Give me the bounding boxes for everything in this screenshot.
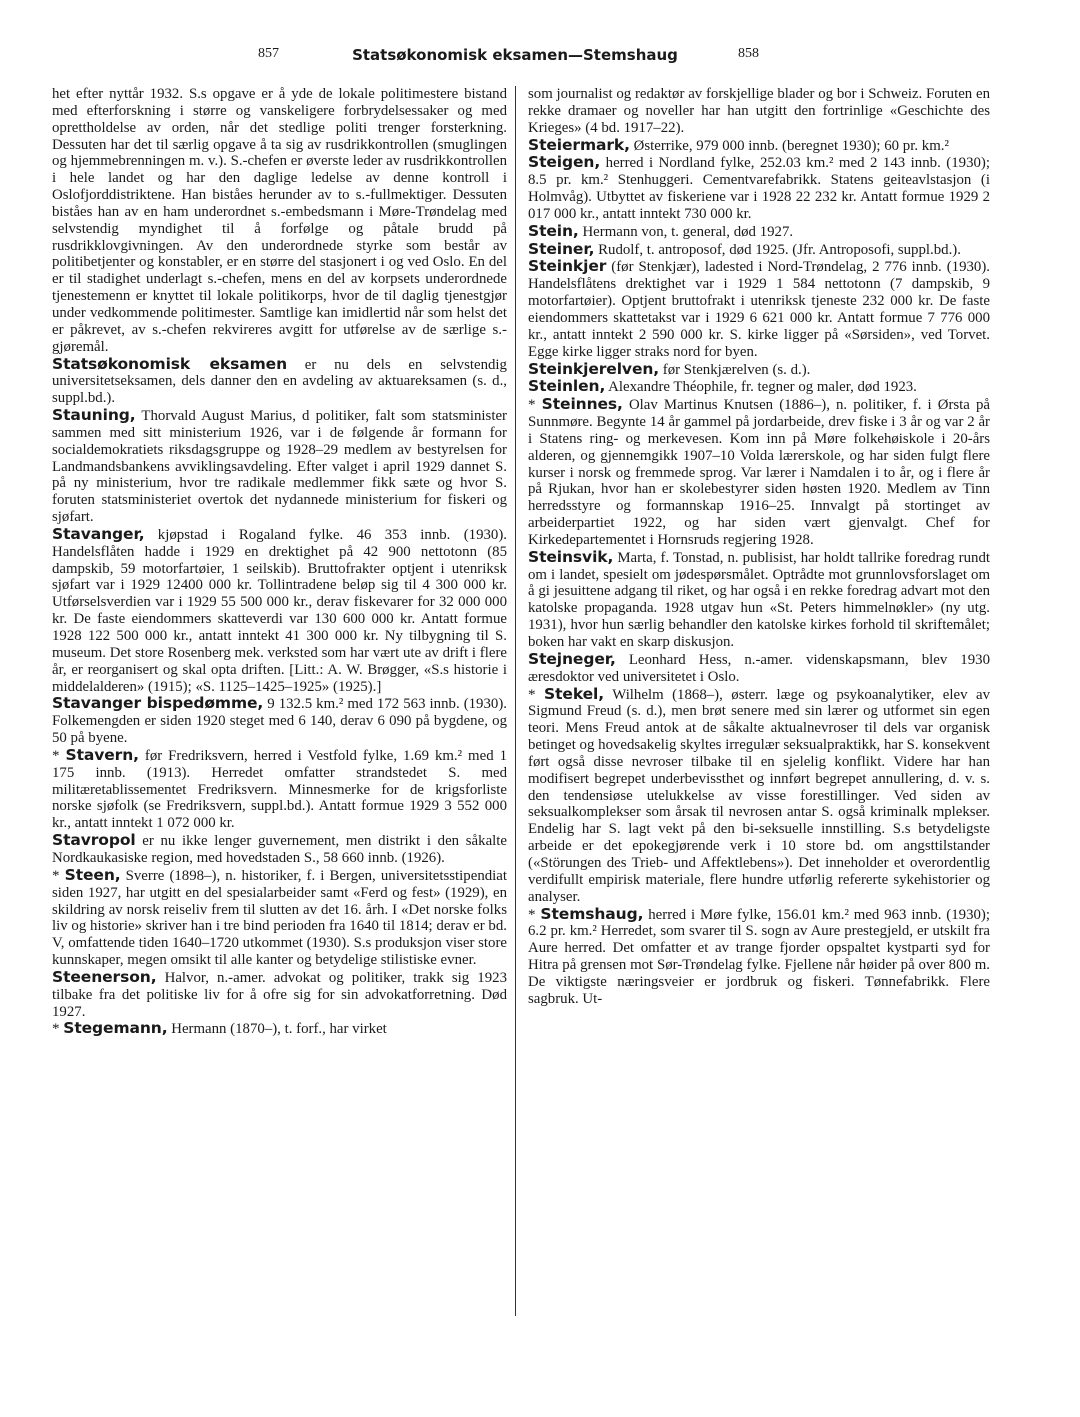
right-page-number: 858 (738, 46, 759, 61)
entry-star: * (528, 397, 542, 414)
entry-headword: Steiner, (528, 239, 595, 258)
right-column (528, 86, 990, 1008)
entry-text: herred i Møre fylke, 156.01 km.² med 963 innb. (1930); 6.2 pr. km.² Herredet, som svarer til S. sogn av Aure prestegjeld, er utskilt fra Aure herred. Det omfatter et av trange fjorder opspaltet kystparti syd for Hitra på grensen mot Sør-Trøndelag fylke. Fjellene når høider på over 800 m. De viktigste næringsveier er jordbruk og fiskeri. Tønnefabrikk. Flere sagbruk. Ut- (528, 906, 990, 1007)
column-divider (515, 86, 516, 1316)
entry-text: før Fredriksvern, herred i Vestfold fylke, 1.69 km.² med 1 175 innb. (1913). Herredet omfatter strandstedet S. med militæretablissementet Fredriksvern. Minnesmerke for de krigsforliste norske sjøfolk (se Fredriksvern, suppl.bd.). Antatt formue 1929 3 552 000 kr., antatt inntekt 1 072 000 kr. (52, 747, 508, 832)
entry-headword: Stein, (528, 221, 579, 240)
entry-headword: Statsøkonomisk eksamen (52, 354, 288, 373)
entry-text: 9 132.5 km.² med 172 563 innb. (1930). Folkemengden er siden 1920 steget med 6 140, derav 6 090 på bygdene, og 50 på byene. (52, 696, 507, 747)
entry-steinsvik (528, 549, 990, 651)
entry-text: Rudolf, t. antroposof, død 1925. (Jfr. Antroposofi, suppl.bd.). (594, 241, 961, 258)
entry-stavanger-bispedomme (52, 695, 507, 747)
entry-text: kjøpstad i Rogaland fylke. 46 353 innb. (1930). Handelsflåten hadde i 1929 en drektighet på 42 900 nettotonn (85 dampskib, 59 motorfartøier, 1 seilskib). Bruttofrakter optjent i utenriksk sjøfart var i 1929 12400 000 kr. Tollintradene beløp sig til 4 300 000 kr. Utførselsverdien var i 1929 55 500 000 kr., derav fiskevarer for 32 000 000 kr. De faste eiendommers skatteverdi var 130 600 000 kr. Antatt formue 1928 122 500 000 kr., antatt inntekt 41 300 000 kr. Ny tilbygning til S. museum. Det store Rosenberg mek. verksted som har vært ute av drift i flere år, er reorganisert og skal opta driften. [Litt.: A. W. Brøgger, «S.s historie i middelalderen» (1915); «S. 1125–1425–1925» (1925).] (52, 526, 507, 695)
entry-headword: Steinnes, (541, 395, 623, 414)
entry-headword: Steinkjer (528, 257, 607, 276)
entry-headword: Steiermark, (528, 135, 630, 154)
entry-headword: Stavanger bispedømme, (52, 694, 264, 713)
entry-stejneger (528, 651, 990, 686)
entry-text: Leonhard Hess, n.-amer. videnskapsmann, blev 1930 æresdoktor ved universitetet i Oslo. (528, 651, 990, 685)
entry-headword: Stavanger, (52, 524, 145, 543)
entry-text: er nu dels en selvstendig universitetseksamen, dels danner den en avdeling av aktuareksamen (s. d., suppl.bd.). (52, 356, 507, 407)
entry-star: * (52, 867, 65, 884)
continuation-paragraph: som journalist og redaktør av forskjellige blader og bor i Schweiz. Foruten en rekke dramaer og noveller har han utgitt den fortrinlige «Geschichte des Krieges» (4 bd. 1917–22). (528, 86, 990, 136)
entry-steinlen (528, 378, 990, 396)
entry-stavanger (52, 526, 507, 695)
entry-steen (52, 867, 507, 969)
entry-text: før Stenkjærelven (s. d.). (659, 361, 811, 378)
entry-star: * (52, 747, 66, 764)
left-column (52, 86, 507, 1038)
entry-headword: Steenerson, (52, 967, 157, 986)
entry-statsokonomisk-eksamen (52, 356, 507, 408)
entry-star: * (52, 1021, 64, 1038)
entry-stekel (528, 686, 990, 906)
entry-headword: Stejneger, (528, 649, 616, 668)
entry-headword: Stavropol (52, 831, 136, 850)
running-header (0, 46, 1080, 72)
entry-headword: Stegemann, (63, 1019, 168, 1038)
entry-text: (før Stenkjær), ladested i Nord-Trøndelag, 2 776 innb. (1930). Handelsflåtens drektighet var i 1929 1 584 nettotonn (7 dampskib, 9 motorfartøier). Optjent bruttofrakt i utenriksk tjeneste 232 000 kr. De faste eiendommers skattetakst var i 1929 6 621 000 kr. Antatt formue 7 776 000 kr., antatt inntekt 2 590 000 kr. S. kirke ligger på «Sørsiden», ved Torvet. Egge kirke ligger straks nord for byen. (528, 259, 990, 360)
entry-stemshaug (528, 906, 990, 1008)
entry-text: Østerrike, 979 000 innb. (beregnet 1930); 60 pr. km.² (629, 137, 949, 154)
entry-steiner (528, 241, 990, 259)
entry-steiermark (528, 137, 990, 155)
entry-headword: Steigen, (528, 153, 601, 172)
entry-text: er nu ikke lenger guvernement, men distrikt i den såkalte Nordkaukasiske region, med hovedstaden S., 58 660 innb. (1926). (52, 833, 507, 866)
entry-steinnes (528, 396, 990, 549)
entry-stegemann (52, 1020, 507, 1038)
entry-headword: Steen, (64, 865, 121, 884)
entry-stavropol (52, 832, 507, 867)
entry-steinkjer (528, 258, 990, 360)
entry-headword: Steinkjerelven, (528, 359, 660, 378)
entry-stein (528, 223, 990, 241)
entry-text: Marta, f. Tonstad, n. publisist, har holdt tallrike foredrag rundt om i landet, spesielt om jødespørsmålet. Optrådte mot grunnlovsforslaget om å gi jesuittene adgang til riket, og har også i en rekke foredrag advart mot den katolske propaganda. 1928 utgav hun «St. Peters himmelnøkler» (ny utg. 1931), hvor hun særlig behandler den katolske kirkes forhold til skriftemålet; boken har vakt en skarp diskusjon. (528, 549, 990, 650)
entry-headword: Stauning, (52, 406, 136, 425)
entry-text: Wilhelm (1868–), østerr. læge og psykoanalytiker, elev av Sigmund Freud (s. d.), men brøt senere med sin lærer og utformet sin egen teori. Mens Freud antok at de såkalte aktualnevroser til dels var organisk betinget og hovedsakelig skyltes irregulær seksualpraktikk, har S. konsekvent ført også disse nevroser tilbake til en sjelelig konflikt. Videre har han modifisert begrepet underbevissthet og innført begrepet annullering, d. v. s. den tendensiøse utelukkelse av visse forestillinger. Ved siden av seksualkomplekser som årsak til nevrosen antar S. også kriminalk mplekser. Endelig har S. lagt vekt på den bi-seksuelle innstilling. S.s betydeligste arbeide er det epokegjørende verk i 10 store bd. om angsttilstander («Störungen des Trieb- und Affektlebens»). Det inneholder et overordentlig verdifullt empirisk materiale, flere hundre utførlig refererte sykehistorier og analyser. (528, 686, 991, 905)
entry-headword: Steinlen, (528, 377, 606, 396)
entry-text: Hermann (1870–), t. forf., har virket (167, 1021, 387, 1038)
entry-headword: Stavern, (65, 745, 139, 764)
entry-steigen (528, 154, 990, 222)
entry-headword: Steinsvik, (528, 547, 614, 566)
entry-star: * (528, 686, 545, 703)
entry-stavern (52, 747, 507, 832)
entry-steinkjerelven (528, 361, 990, 379)
continuation-paragraph: het efter nyttår 1932. S.s opgave er å yde de lokale politimestere bistand med efterforskning i større og vanskeligere forbrydelsessaker og med oprettholdelse av orden, når det stedlige politi trenger forsterkning. Dessuten har det til særlig opgave å ta sig av rusdrikkontrollen (smuglingen og hjemmebrenningen m. v.). S.-chefen er øverste leder av rusdrikkontrollen i hele landet og har den daglige ledelse av denne kontroll i Oslofjorddistriktene. Han biståes herunder av to s.-fullmektiger. Dessuten biståes han av en ham underordnet s.-embedsmann i Møre-Trøndelag med selvstendig myndighet til å forfølge og påtale brudd på rusdrikklovgivningen. Av den underordnede styrke som består av politibetjenter og konstabler, er en større del stasjonert i og ved Oslo. En del er til stadighet underlagt s.-chefen, mens en del av korpsets underordnede tjenestemenn er knyttet til lokale politikorps, hvor de til daglig tjenestgjør under vedkommende politimester. Samtlige kan imidlertid når som helst det er påkrevet, av s.-chefen rekvireres avgitt for utførelse av de særlige s.-gjøremål. (52, 86, 507, 355)
entry-text: Sverre (1898–), n. historiker, f. i Bergen, universitetsstipendiat siden 1927, har utgitt en del spesialarbeider samt «Ferd og fest» (1929), en skildring av norsk reiseliv frem til slutten av det 16. årh. I «Det norske folks liv og historie» skriver han i tre bind perioden fra 1640 til 1814; derav er bd. V, omfattende tiden 1640–1720 utkommet (1930). S.s produksjon viser store kunnskaper, megen omsikt til alle kanter og betydelige stilistiske evner. (52, 867, 507, 969)
entry-text: herred i Nordland fylke, 252.03 km.² med 2 143 innb. (1930); 8.5 pr. km.² Stenhuggeri. Cementvarefabrikk. Statens geiteavlstasjon (i Holmvåg). Utbyttet av fiskeriene var i 1928 22 232 kr. Antatt formue 1929 2 017 000 kr., antatt inntekt 730 000 kr. (528, 155, 990, 222)
left-page-number: 857 (258, 46, 279, 61)
entry-text: Halvor, n.-amer. advokat og politiker, trakk sig 1923 tilbake fra det politiske liv for å ofre sig for sin advokatforretning. Død 1927. (52, 969, 507, 1020)
running-title: Statsøkonomisk eksamen—Stemshaug (352, 46, 678, 64)
entry-stauning (52, 407, 507, 526)
entry-text: Alexandre Théophile, fr. tegner og maler, død 1923. (605, 379, 917, 396)
entry-headword: Stekel, (544, 684, 605, 703)
entry-headword: Stemshaug, (540, 904, 644, 923)
entry-star: * (528, 906, 541, 923)
entry-text: Olav Martinus Knutsen (1886–), n. politiker, f. i Ørsta på Sunnmøre. Begynte 14 år gammel på jordarbeide, drev fiske i 3 år og var 2 år i Statens ring- og merkevesen. Kom inn på Møre folkehøiskole i 20-års alderen, og gjennemgikk 1907–10 Volda lærerskole, og har siden fulgt flere kurser i norsk og fremmede sprog. Var lærer i Namdalen i to år, og i flere år på Rjukan, hvor han er skolebestyrer siden høsten 1920. Medlem av Tinn herredsstyre og formannskap 1916–25. Innvalgt på stortinget av arbeiderpartiet 1922, og har siden vært gjenvalgt. Chef for Kirkedepartementet i Hornsruds regjering 1928. (528, 397, 991, 548)
entry-steenerson (52, 969, 507, 1021)
entry-text: Hermann von, t. general, død 1927. (578, 223, 794, 240)
entry-text: Thorvald August Marius, d politiker, falt som statsminister sammen med sitt ministerium 1926, var i de følgende år formann for socialdemokratiets riksdagsgruppe og 1928–29 medlem av bestyrelsen for Landmandsbankens avviklingsavdeling. Efter valget i april 1929 dannet S. på ny ministerium, hvor tre radikale medlemmer fikk sæte og hvor S. foruten statsministeriet overtok det nydannede ministerium for fiskeri og sjøfart. (52, 408, 507, 526)
